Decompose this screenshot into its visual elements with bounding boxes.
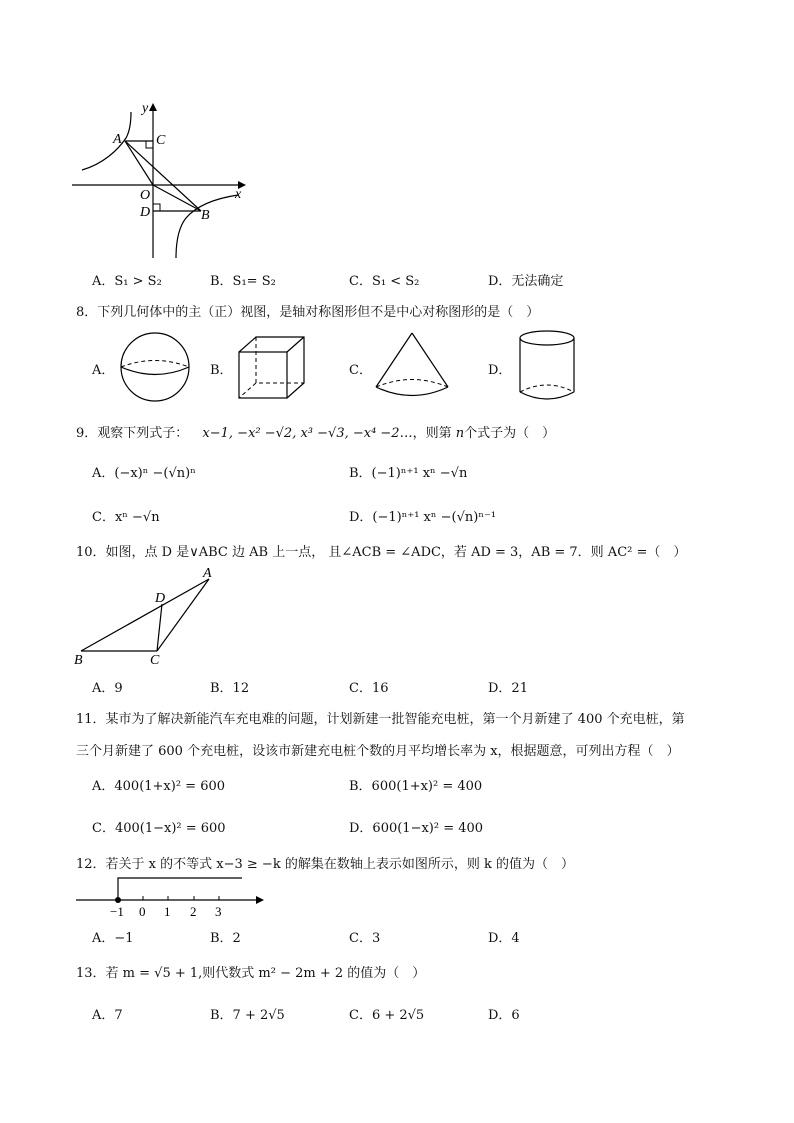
q12-stem: 12．若关于 x 的不等式 x−3 ≥ −k 的解集在数轴上表示如图所示，则 k 的值为（ ）: [76, 857, 574, 872]
q11-option-c: C．400(1−x)² = 600: [92, 821, 226, 836]
q9-option-a: A．(−x)ⁿ −(√n)ⁿ: [92, 466, 196, 481]
q7-option-d: D．无法确定: [488, 274, 564, 289]
label-y: y: [142, 101, 149, 116]
right-angle-C: [146, 141, 153, 148]
q9-stem-end: 个式子为（ ）: [464, 426, 556, 441]
label-D: D: [155, 591, 166, 606]
q8-stem: 8．下列几何体中的主（正）视图，是轴对称图形但不是中心对称图形的是（ ）: [76, 305, 540, 320]
sphere-icon: [118, 330, 192, 404]
q13-option-b: B．7 + 2√5: [210, 1008, 285, 1023]
q12-option-d: D．4: [488, 931, 520, 946]
axis-arrow: [256, 896, 264, 904]
q10-option-a: A．9: [92, 681, 123, 696]
cube-icon: [236, 334, 308, 402]
label-C: C: [150, 653, 160, 668]
line-AB: [125, 141, 201, 211]
segment-BA: [81, 579, 209, 651]
q8-label-c: C．: [349, 363, 372, 378]
y-arrow: [149, 103, 157, 111]
q13-option-a: A．7: [92, 1008, 123, 1023]
label-A: A: [113, 132, 122, 147]
q9-stem-n: n: [455, 426, 465, 441]
segment-DC: [157, 604, 162, 651]
q10-option-c: C．16: [349, 681, 389, 696]
q7-option-c: C．S₁ < S₂: [349, 274, 420, 289]
hyperbola-upper-left: [82, 112, 131, 170]
tick-label: −1: [110, 904, 124, 919]
q9-stem-expr: x−1, −x² −√2, x³ −√3, −x⁴ −2…: [202, 426, 413, 441]
q7-option-a: A．S₁ > S₂: [92, 274, 162, 289]
q9-stem-prefix: 9．观察下列式子：: [76, 426, 189, 441]
q10-triangle-graph: [70, 563, 220, 668]
cylinder-icon: [516, 328, 578, 404]
q10-stem: 10．如图，点 D 是∨ABC 边 AB 上一点， 且∠ACB = ∠ADC，若 AD = 3，AB = 7．则 AC² =（ ）: [76, 545, 687, 560]
q11-option-a: A．400(1+x)² = 600: [92, 779, 226, 794]
q8-label-d: D．: [488, 363, 512, 378]
solution-ray: [118, 878, 242, 900]
q9-option-d: D．(−1)ⁿ⁺¹ xⁿ −(√n)ⁿ⁻¹: [349, 510, 497, 525]
q7-graph: [68, 98, 258, 263]
q13-stem: 13．若 m = √5 + 1,则代数式 m² − 2m + 2 的值为（ ）: [76, 966, 426, 981]
cone-icon: [372, 330, 452, 402]
label-D: D: [140, 205, 151, 220]
q12-number-line: [72, 872, 272, 920]
closed-point: [115, 897, 121, 903]
q9-option-c: C．xⁿ −√n: [92, 510, 160, 525]
q7-option-b: B．S₁= S₂: [210, 274, 276, 289]
label-B: B: [201, 208, 210, 223]
q9-stem: [76, 422, 555, 441]
hyperbola-lower-right: [176, 195, 238, 258]
q12-option-c: C．3: [349, 931, 381, 946]
tick-label: 1: [164, 904, 171, 919]
q11-option-b: B．600(1+x)² = 400: [349, 779, 483, 794]
q9-stem-suffix: ，则第: [412, 426, 452, 441]
right-angle-D: [153, 204, 160, 211]
label-C: C: [156, 133, 166, 148]
q10-option-d: D．21: [488, 681, 528, 696]
segment-CA: [157, 579, 209, 651]
q8-label-b: B．: [210, 363, 233, 378]
q13-option-c: C．6 + 2√5: [349, 1008, 425, 1023]
q10-option-b: B．12: [210, 681, 250, 696]
tick-label: 2: [190, 904, 197, 919]
q8-label-a: A．: [92, 363, 115, 378]
q11-option-d: D．600(1−x)² = 400: [349, 821, 484, 836]
label-O: O: [140, 188, 151, 203]
q12-option-b: B．2: [210, 931, 241, 946]
q9-option-b: B．(−1)ⁿ⁺¹ xⁿ −√n: [349, 466, 468, 481]
tick-label: 0: [139, 904, 146, 919]
label-x: x: [235, 187, 242, 202]
label-A: A: [203, 566, 212, 581]
label-B: B: [74, 653, 83, 668]
q13-option-d: D．6: [488, 1008, 520, 1023]
q11-stem-line2: 三个月新建了 600 个充电桩，设该市新建充电桩个数的月平均增长率为 x，根据题意，可列出方程（ ）: [76, 744, 680, 759]
q12-option-a: A．−1: [92, 931, 134, 946]
q11-stem-line1: 11．某市为了解决新能汽车充电难的问题，计划新建一批智能充电桩，第一个月新建了 400 个充电桩，第: [76, 712, 685, 727]
tick-label: 3: [215, 904, 222, 919]
